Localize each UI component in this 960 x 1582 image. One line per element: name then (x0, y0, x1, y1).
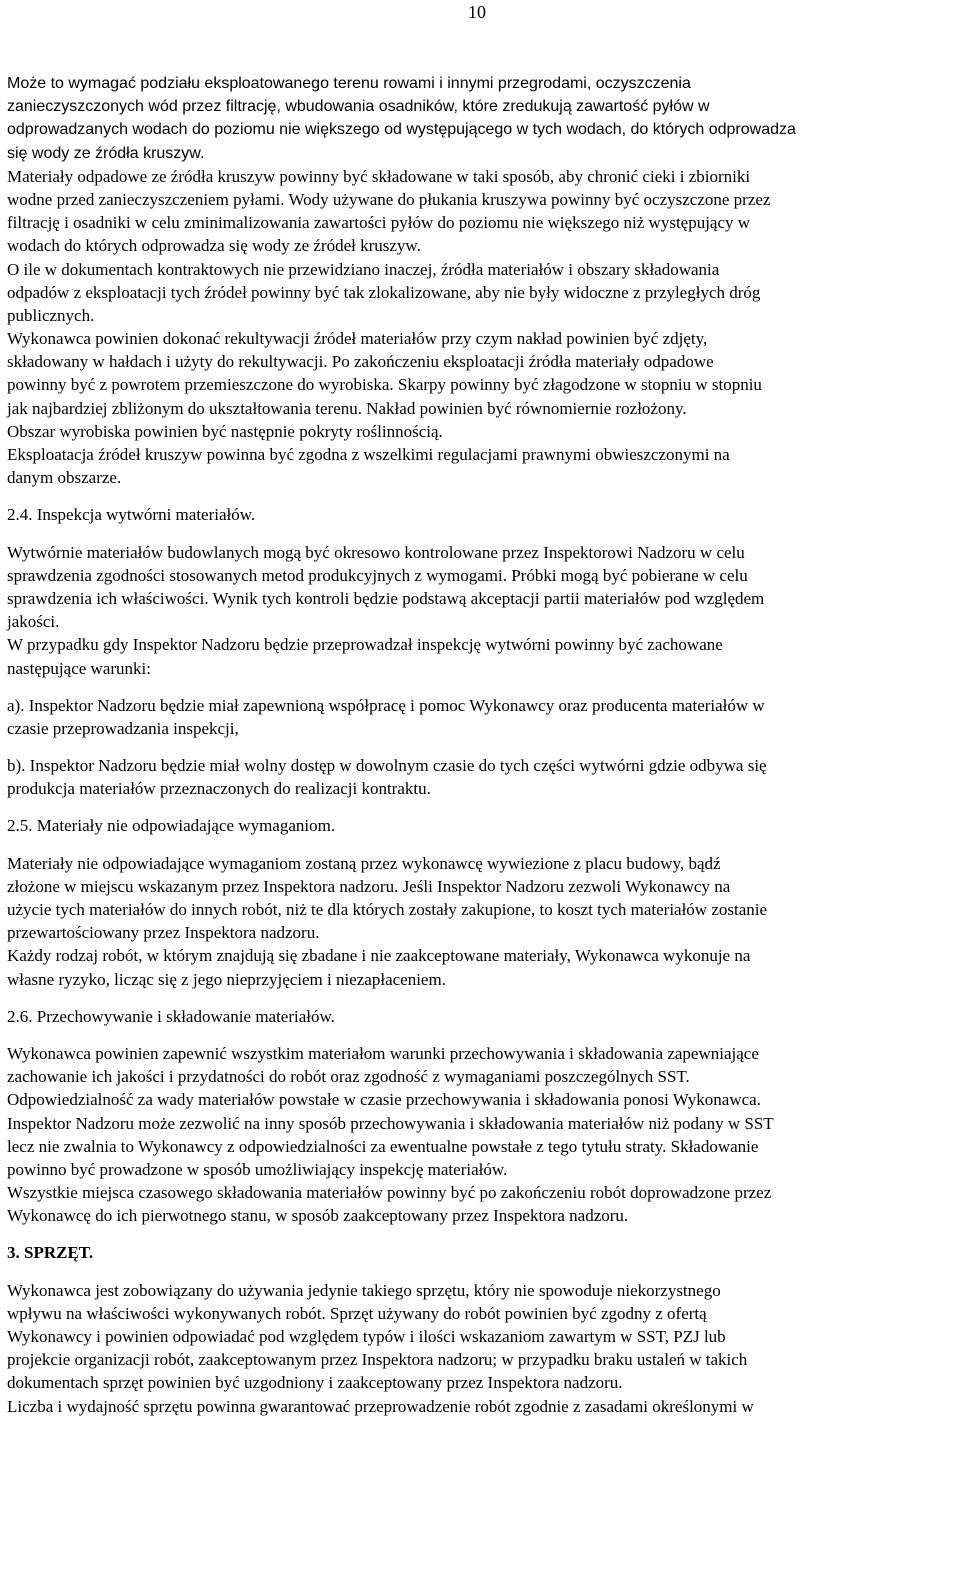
text-line: jak najbardziej zbliżonym do ukształtowania terenu. Nakład powinien być równomiernie rozłożony. (7, 398, 687, 418)
text-line: filtrację i osadniki w celu zminimalizowania zawartości pyłów do poziomu nie większego niż występujący w (7, 213, 751, 233)
text-line: Może to wymagać podziału eksploatowanego terenu rowami i innymi przegrodami, oczyszczenia (7, 75, 691, 92)
list-item-b: produkcja materiałów przeznaczonych do realizacji kontraktu. (7, 779, 431, 799)
text-line: O ile w dokumentach kontraktowych nie przewidziano inaczej, źródła materiałów i obszary składowania (7, 259, 720, 279)
section-2-5 (7, 814, 955, 990)
section-3 (7, 1241, 955, 1417)
text-line: wodach do których odprowadza się wody ze źródeł kruszyw. (7, 236, 421, 256)
text-line: Eksploatacja źródeł kruszyw powinna być zgodna z wszelkimi regulacjami prawnymi obwieszczonymi na (7, 445, 730, 464)
list-item-b: b). Inspektor Nadzoru będzie miał wolny dostęp w dowolnym czasie do tych części wytwórni gdzie odbywa się (7, 756, 767, 776)
text-line: Wykonawcy i powinien odpowiadać pod względem typów i ilości wskazaniom zawartym w SST, PZJ lub (7, 1327, 726, 1346)
text-line: składowany w hałdach i użyty do rekultywacji. Po zakończeniu eksploatacji źródła materiały odpadowe (7, 352, 714, 372)
text-line: Wykonawca powinien zapewnić wszystkim materiałom warunki przechowywania i składowania zapewniające (7, 1043, 759, 1063)
list-item-a: czasie przeprowadzania inspekcji, (7, 718, 239, 738)
text-line: Materiały nie odpowiadające wymaganiom zostaną przez wykonawcę wywiezione z placu budowy, bądź (7, 853, 721, 873)
body-text (7, 72, 955, 1418)
text-line: Liczba i wydajność sprzętu powinna gwarantować przeprowadzenie robót zgodnie z zasadami określonymi w (7, 1396, 754, 1416)
text-line: lecz nie zwalnia to Wykonawcy z odpowiedzialności za ewentualne powstałe z tego tytułu straty. Składowanie (7, 1136, 759, 1156)
text-line: Wykonawca powinien dokonać rekultywacji źródeł materiałów przy czym nakład powinien być zdjęty, (7, 329, 708, 349)
text-line: wpływu na właściwości wykonywanych robót. Sprzęt używany do robót powinien być zgodny z ofertą (7, 1303, 707, 1323)
text-line: Wykonawca jest zobowiązany do używania jedynie takiego sprzętu, który nie spowoduje niekorzystnego (7, 1280, 721, 1300)
text-line: publicznych. (7, 305, 95, 325)
text-line: przewartościowany przez Inspektora nadzoru. (7, 923, 320, 943)
text-line: następujące warunki: (7, 658, 151, 678)
text-line: Wytwórnie materiałów budowlanych mogą być okresowo kontrolowane przez Inspektorowi Nadzoru w celu (7, 542, 745, 562)
text-line: zanieczyszczonych wód przez filtrację, wbudowania osadników, które zredukują zawartość pyłów w (7, 98, 710, 116)
text-line: Każdy rodzaj robót, w którym znajdują się zbadane i nie zaakceptowane materiały, Wykonawca wykonuje na (7, 946, 751, 966)
section-heading: 2.5. Materiały nie odpowiadające wymaganiom. (7, 816, 336, 836)
page-number: 10 (468, 2, 486, 22)
text-line: zachowanie ich jakości i przydatności do robót oraz zgodność z wymaganiami poszczególnych SST. (7, 1067, 690, 1087)
text-line: sprawdzenia ich właściwości. Wynik tych kontroli będzie podstawą akceptacji partii materiałów pod względem (7, 588, 765, 608)
text-line: Obszar wyrobiska powinien być następnie pokryty roślinnością. (7, 421, 443, 441)
text-line: powinny być z powrotem przemieszczone do wyrobiska. Skarpy powinny być złagodzone w stopniu w stopniu (7, 375, 762, 395)
paragraph-waste-materials (7, 165, 955, 490)
section-2-4 (7, 503, 955, 800)
text-line: własne ryzyko, licząc się z jego nieprzyjęciem i niezapłaceniem. (7, 969, 446, 989)
text-line: się wody ze źródła kruszyw. (7, 144, 205, 162)
text-line: złożone w miejscu wskazanym przez Inspektora nadzoru. Jeśli Inspektor Nadzoru zezwoli Wykonawcy na (7, 876, 731, 896)
text-line: Materiały odpadowe ze źródła kruszyw powinny być składowane w taki sposób, aby chronić cieki i zbiorniki (7, 166, 751, 186)
text-line: odpadów z eksploatacji tych źródeł powinny być tak zlokalizowane, aby nie były widoczne z przyległych dróg (7, 282, 761, 302)
list-item-a: a). Inspektor Nadzoru będzie miał zapewnioną współpracę i pomoc Wykonawcy oraz producenta materiałów w (7, 695, 765, 715)
text-line: Odpowiedzialność za wady materiałów powstałe w czasie przechowywania i składowania ponosi Wykonawca. (7, 1090, 761, 1110)
section-heading: 3. SPRZĘT. (7, 1243, 94, 1263)
text-line: W przypadku gdy Inspektor Nadzoru będzie przeprowadzał inspekcję wytwórni powinny być zachowane (7, 635, 723, 655)
section-2-6 (7, 1005, 955, 1228)
text-line: użycie tych materiałów do innych robót, niż te dla których zostały zakupione, to koszt tych materiałów zostanie (7, 900, 768, 919)
text-line: odprowadzanych wodach do poziomu nie większego od występującego w tych wodach, do których odprowadza (7, 121, 796, 139)
section-heading: 2.4. Inspekcja wytwórni materiałów. (7, 505, 256, 525)
text-line: jakości. (7, 612, 60, 632)
text-line: wodne przed zanieczyszczeniem pyłami. Wody używane do płukania kruszywa powinny być oczyszczone przez (7, 189, 771, 209)
text-line: Inspektor Nadzoru może zezwolić na inny sposób przechowywania i składowania materiałów niż podany w SST (7, 1113, 774, 1133)
text-line: sprawdzenia zgodności stosowanych metod produkcyjnych z wymogami. Próbki mogą być pobierane w celu (7, 565, 748, 585)
text-line: dokumentach sprzęt powinien być uzgodniony i zaakceptowany przez Inspektora nadzoru. (7, 1373, 623, 1393)
text-line: powinno być prowadzone w sposób umożliwiający inspekcję materiałów. (7, 1159, 508, 1179)
text-line: projekcie organizacji robót, zaakceptowanym przez Inspektora nadzoru; w przypadku braku ustaleń w takich (7, 1350, 748, 1370)
text-line: danym obszarze. (7, 468, 122, 488)
text-line: Wszystkie miejsca czasowego składowania materiałów powinny być po zakończeniu robót doprowadzone przez (7, 1183, 772, 1203)
intro-paragraph (7, 72, 955, 165)
section-heading: 2.6. Przechowywanie i składowanie materiałów. (7, 1006, 335, 1026)
text-line: Wykonawcę do ich pierwotnego stanu, w sposób zaakceptowany przez Inspektora nadzoru. (7, 1206, 629, 1226)
